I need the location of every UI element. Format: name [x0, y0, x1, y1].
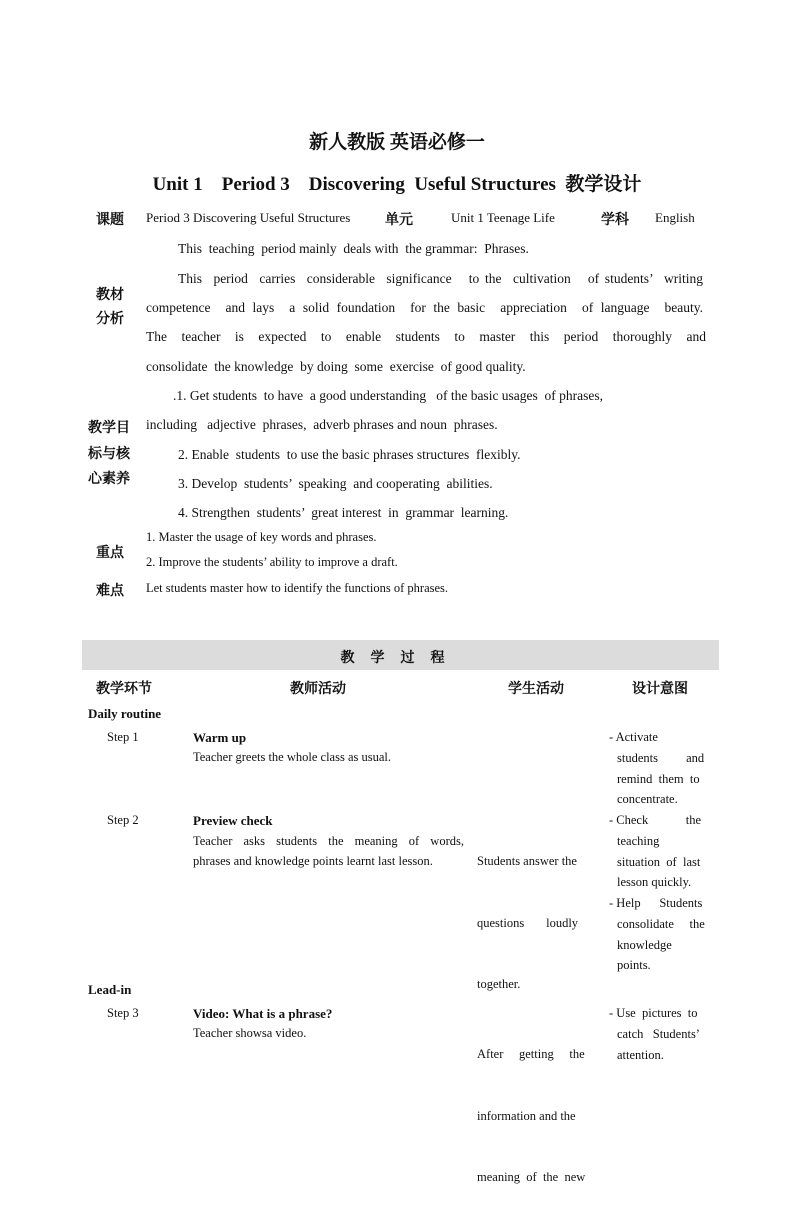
- step-3-student: [477, 1003, 595, 1208]
- step-2-teacher-line-2: phrases and knowledge points learnt last lesson.: [193, 854, 433, 868]
- key-point-1: 1. Master the usage of key words and phrases.: [146, 530, 377, 544]
- step-2-intent-line: knowledge: [617, 937, 672, 952]
- step-3-intent-line: catch Students’: [617, 1026, 700, 1041]
- step-2-intent-line: - Help Students: [609, 896, 703, 910]
- step-2-student: [477, 810, 595, 1015]
- step-2-title: Preview check: [193, 813, 273, 828]
- section-daily-routine: Daily routine: [88, 706, 162, 721]
- step-2-intent-line: lesson quickly.: [617, 875, 692, 890]
- process-header-title: 教学过程: [340, 651, 461, 666]
- objective-item-1a: .1. Get students to have a good understanding of the basic usages of phrases,: [173, 388, 604, 403]
- step-3-label: Step 3: [107, 1006, 139, 1020]
- step-3-teacher: Teacher showsa video.: [193, 1026, 307, 1040]
- process-header-bar: [82, 640, 719, 670]
- step-1-intent-line: - Activate: [609, 730, 658, 744]
- topic-value: Period 3 Discovering Useful Structures: [146, 210, 351, 225]
- step-1-title: Warm up: [193, 730, 247, 745]
- step-1-intent-line: remind them to: [617, 771, 700, 786]
- objective-item-1b: including adjective phrases, adverb phrases and noun phrases.: [146, 417, 498, 432]
- step-1-label: Step 1: [107, 730, 139, 744]
- unit-label: 单元: [385, 213, 413, 228]
- step-2-intent-line: points.: [617, 958, 651, 973]
- step-3-student-line: information and the: [477, 1108, 576, 1123]
- topic-label: 课题: [96, 213, 124, 228]
- document-title: 新人教版 英语必修一: [309, 132, 485, 153]
- subject-value: English: [655, 210, 695, 225]
- analysis-line-1: This teaching period mainly deals with the grammar: Phrases.: [178, 241, 529, 256]
- analysis-label-1: 教材: [96, 288, 124, 303]
- section-lead-in: Lead-in: [88, 982, 132, 997]
- col-teacher-header: 教师活动: [290, 682, 346, 697]
- analysis-line-3: competence and lays a solid foundation for the basic appreciation of language beauty.: [146, 300, 703, 315]
- step-3-intent: [609, 1003, 712, 1065]
- step-2-intent-line: consolidate the: [617, 916, 705, 931]
- analysis-line-2: This period carries considerable significance to the cultivation of students’ writing: [178, 271, 703, 286]
- step-2-intent-line: teaching: [617, 833, 660, 848]
- step-2-label: Step 2: [107, 813, 139, 827]
- analysis-line-4: The teacher is expected to enable students to master this period thoroughly and: [146, 329, 706, 344]
- step-2-student-line: together.: [477, 977, 521, 991]
- step-3-title: Video: What is a phrase?: [193, 1006, 333, 1021]
- unit-value: Unit 1 Teenage Life: [451, 210, 555, 225]
- step-2-intent-line: situation of last: [617, 854, 701, 869]
- objective-item-4: 4. Strengthen students’ great interest in grammar learning.: [178, 505, 509, 520]
- analysis-line-5: consolidate the knowledge by doing some exercise of good quality.: [146, 359, 526, 374]
- step-3-intent-line: attention.: [617, 1047, 664, 1062]
- difficulty-label: 难点: [96, 584, 124, 599]
- analysis-label-2: 分析: [96, 312, 124, 327]
- step-3-intent-line: - Use pictures to: [609, 1006, 698, 1020]
- col-stage-header: 教学环节: [96, 682, 152, 697]
- key-point-2: 2. Improve the students’ ability to improve a draft.: [146, 555, 398, 569]
- objectives-label-3: 心素养: [88, 472, 130, 487]
- key-points-label: 重点: [96, 546, 124, 561]
- step-3-student-line: meaning of the new: [477, 1170, 586, 1184]
- step-1-intent-line: students and: [617, 750, 705, 765]
- step-3-student-line: After getting the: [477, 1047, 585, 1061]
- difficulty-text: Let students master how to identify the functions of phrases.: [146, 581, 449, 595]
- step-2-intent-line: - Check the: [609, 813, 701, 827]
- objectives-label-2: 标与核: [88, 447, 130, 462]
- step-1-intent-line: concentrate.: [617, 792, 678, 807]
- step-2-intent-b: [609, 893, 712, 976]
- col-student-header: 学生活动: [508, 682, 564, 697]
- objective-item-3: 3. Develop students’ speaking and cooperating abilities.: [178, 476, 493, 491]
- objective-item-2: 2. Enable students to use the basic phrases structures flexibly.: [178, 447, 521, 462]
- col-intent-header: 设计意图: [632, 682, 688, 697]
- step-1-intent: [609, 727, 712, 810]
- document-subtitle: Unit 1 Period 3 Discovering Useful Structures 教学设计: [152, 174, 642, 195]
- step-2-student-line: Students answer the: [477, 854, 577, 868]
- step-2-student-line: questions loudly: [477, 915, 579, 930]
- step-2-intent-a: [609, 810, 712, 893]
- step-2-teacher-line-1: Teacher asks students the meaning of words,: [193, 834, 464, 848]
- step-1-teacher: Teacher greets the whole class as usual.: [193, 750, 392, 764]
- subject-label: 学科: [601, 213, 629, 228]
- objectives-label-1: 教学目: [88, 421, 130, 436]
